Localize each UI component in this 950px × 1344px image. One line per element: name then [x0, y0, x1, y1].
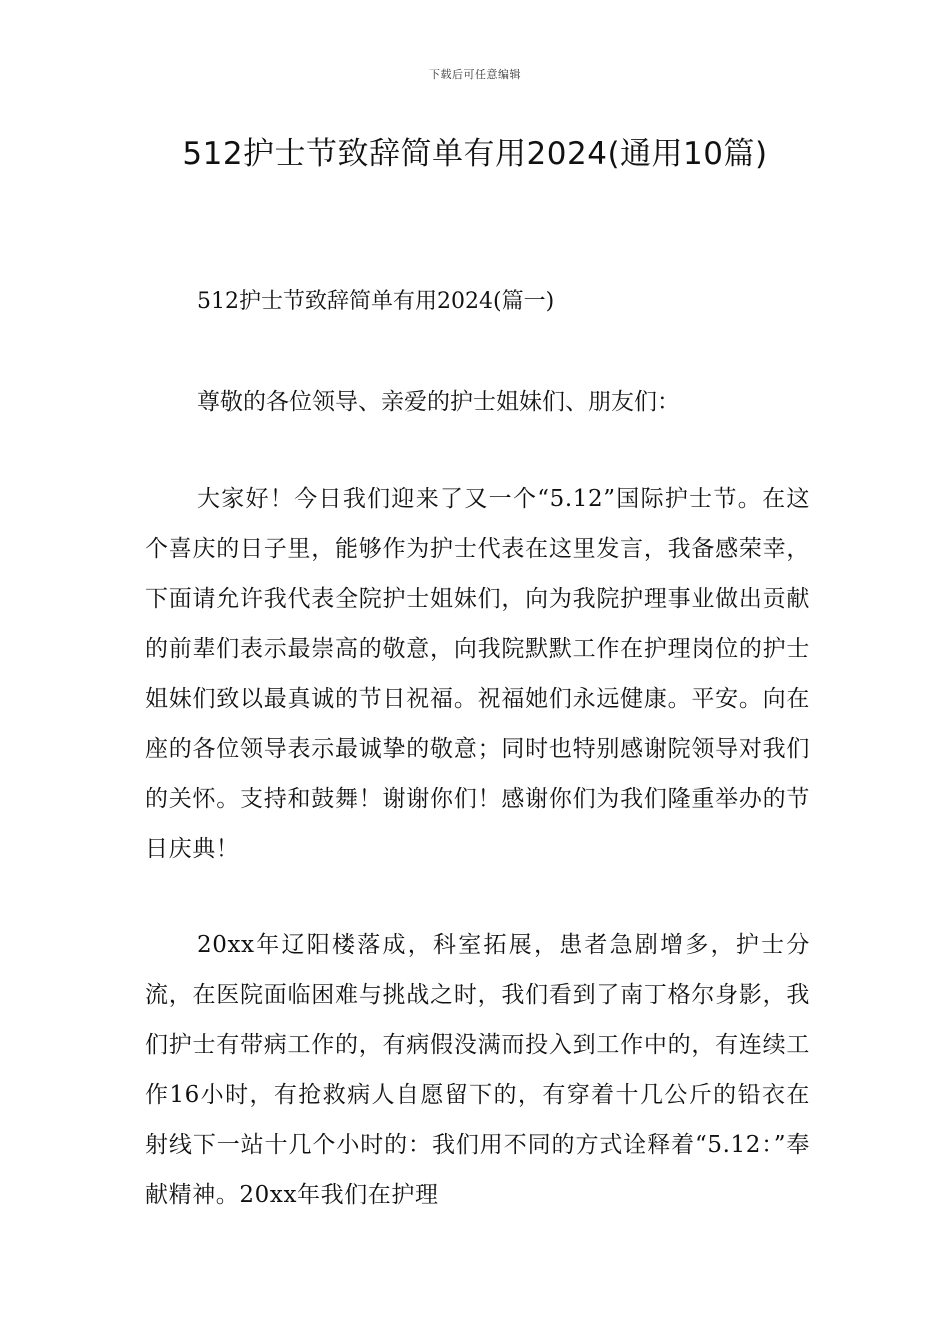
header-note: 下载后可任意编辑	[429, 68, 521, 81]
document-title: 512护士节致辞简单有用2024(通用10篇)	[182, 136, 768, 172]
salutation: 尊敬的各位领导、亲爱的护士姐妹们、朋友们：	[197, 389, 680, 415]
body-paragraph: 20xx年辽阳楼落成，科室拓展，患者急剧增多，护士分流，在医院面临困难与挑战之时，我们看到了南丁格尔身影，我们护士有带病工作的，有病假没满而投入到工作中的，有连续工作16小时，有抢救病人自愿留下的，有穿着十几公斤的铅衣在射线下一站十几个小时的：我们用不同的方式诠释着“5.12：”奉献精神。20xx年我们在护理	[145, 932, 810, 1208]
section-title: 512护士节致辞简单有用2024(篇一)	[197, 289, 555, 314]
body-paragraph: 大家好！今日我们迎来了又一个“5.12”国际护士节。在这个喜庆的日子里，能够作为护士代表在这里发言，我备感荣幸，下面请允许我代表全院护士姐妹们，向为我院护理事业做出贡献的前辈们表示最崇高的敬意，向我院默默工作在护理岗位的护士姐妹们致以最真诚的节日祝福。祝福她们永远健康。平安。向在座的各位领导表示最诚挚的敬意；同时也特别感谢院领导对我们的关怀。支持和鼓舞！谢谢你们！感谢你们为我们隆重举办的节日庆典！	[145, 486, 810, 862]
